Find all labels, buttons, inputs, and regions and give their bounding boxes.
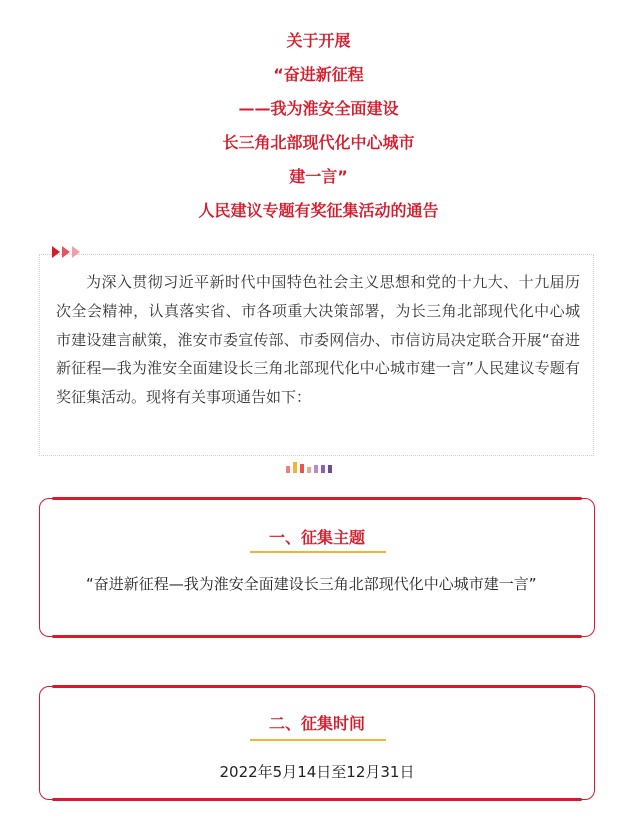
section-body: “奋进新征程—我为淮安全面建设长三角北部现代化中心城市建一言” [86,575,537,593]
color-bar [321,465,325,473]
color-bars-divider [286,462,332,473]
arrow-icon [72,246,80,258]
title-line-3: ——我为淮安全面建设 [238,99,399,118]
heading-underline [250,739,386,741]
section-body: 2022年5月14日至12月31日 [219,763,415,781]
title-line-6: 人民建议专题有奖征集活动的通告 [198,201,439,220]
color-bar [314,465,318,473]
triple-arrow-icon [52,246,80,258]
section-heading: 二、征集时间 [268,714,365,733]
title-line-1: 关于开展 [286,31,351,50]
section-card-time [39,686,595,800]
title-line-4: 长三角北部现代化中心城市 [222,133,415,152]
color-bar [286,466,290,473]
section-heading: 一、征集主题 [268,528,365,547]
intro-paragraph: 为深入贯彻习近平新时代中国特色社会主义思想和党的十九大、十九届历次全会精神，认真落实省、市各项重大决策部署，为长三角北部现代化中心城市建设建言献策，淮安市委宣传部、市委网信办、市信访局决定联合开展“奋进新征程—我为淮安全面建设长三角北部现代化中心城市建一言”人民建议专题有奖征集活动。现将有关事项通告如下： [56,273,580,407]
color-bar [328,465,332,473]
color-bar [293,462,297,473]
title-line-5: 建一言” [289,167,348,186]
arrow-icon [52,246,60,258]
arrow-icon [62,246,70,258]
color-bar [307,467,311,473]
color-bar [300,464,304,473]
title-line-2: “奋进新征程 [273,65,364,84]
notice-title [0,24,637,228]
heading-underline [250,551,386,553]
section-card-theme [39,498,595,637]
